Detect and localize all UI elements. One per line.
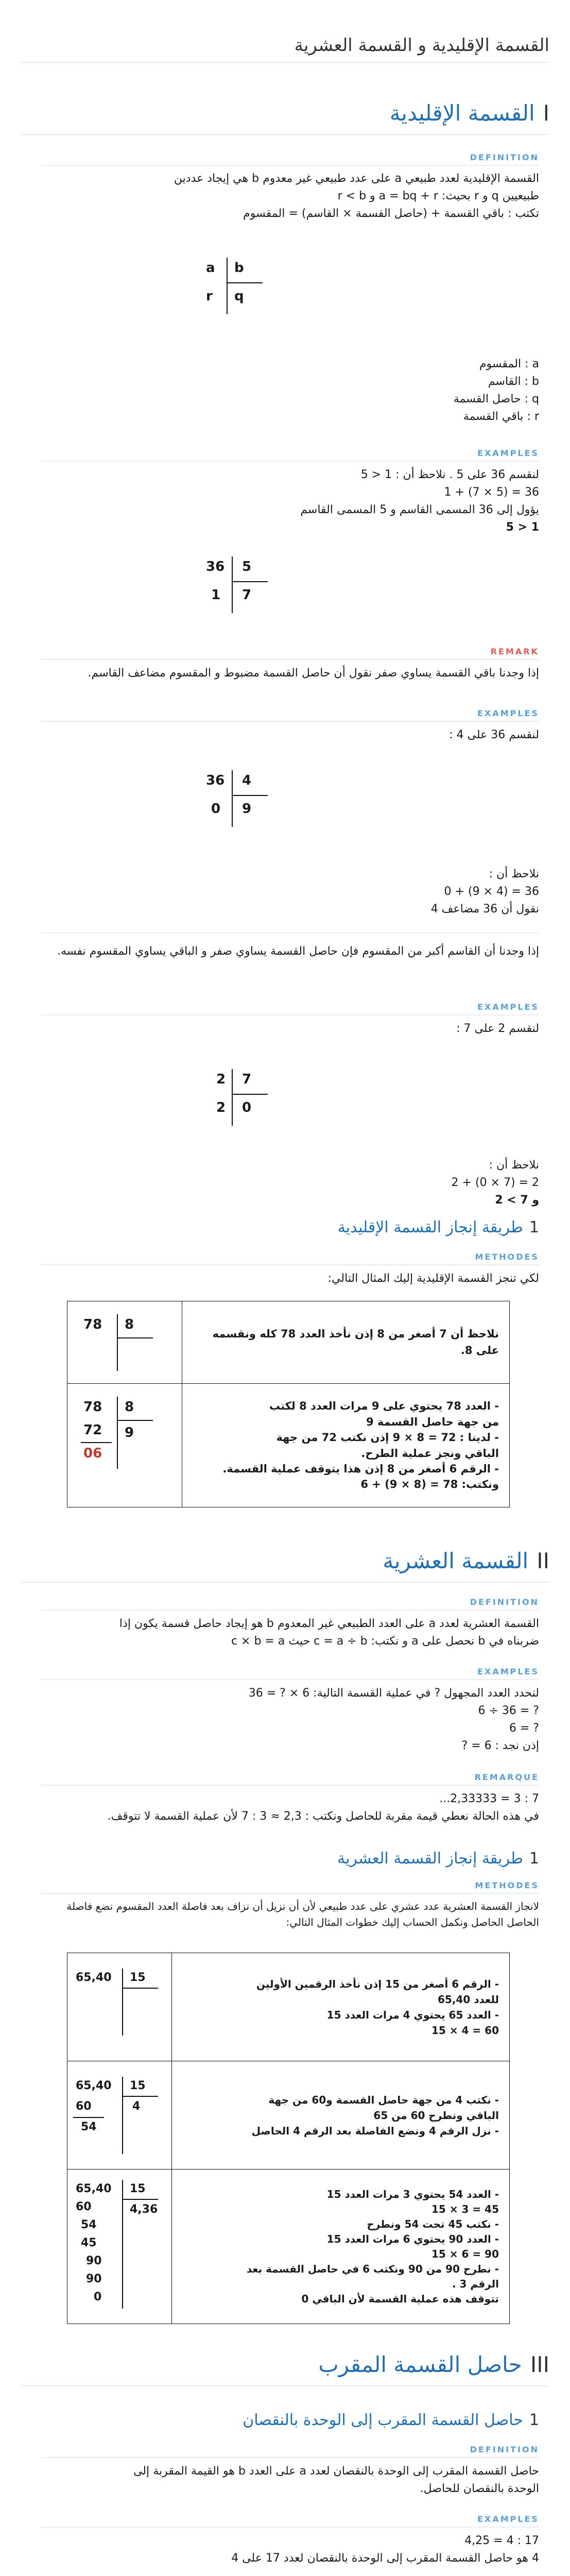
examples-tag: EXAMPLES <box>477 2514 539 2524</box>
definition-text: القسمة الإقليدية لعدد طبيعي a على عدد طبيعي غير معدوم b هي إيجاد عددين طبيعيين q و r بحيث: a = bq + r و r < b تكتب : باقي القسمة + (حاصل القسمة × القاسم) = المقسوم <box>174 172 539 221</box>
definition-text: القسمة العشرية لعدد a على العدد الطبيعي غير المعدوم b هو إيجاد حاصل قسمة يكون إذا ضربناه في b نحصل على a و نكتب: c = a ÷ b حيث c × b = a <box>119 1617 539 1648</box>
divider <box>21 134 549 135</box>
example-text: لنقسم 36 على 5 . نلاحظ أن : 1 < 5 36 = (5 × 7) + 1 يؤول إلى 36 المسمى القاسم و 5 المسمى القاسم 1 < 5 <box>300 468 539 534</box>
methods-tag: METHODES <box>475 1880 539 1890</box>
divider <box>41 659 539 660</box>
subsection-heading: 1طريقة إنجاز القسمة العشرية <box>337 1850 539 1868</box>
example-text: لنحدد العدد المجهول ? في عملية القسمة التالية: 6 × ? = 36 ? = 36 ÷ 6 ? = 6 إذن نجد : 6 = ? <box>248 1687 539 1753</box>
subsection-heading: 1طريقة إنجاز القسمة الإقليدية <box>337 1218 539 1236</box>
divider <box>21 1582 549 1583</box>
divider <box>41 461 539 462</box>
examples-tag: EXAMPLES <box>477 448 539 458</box>
division-figure: 78 8 <box>68 1304 181 1381</box>
definition-tag: DEFINITION <box>470 2445 539 2454</box>
method-table <box>67 1301 510 1507</box>
remark-tag: REMARQUE <box>474 1772 539 1782</box>
divider <box>41 1014 539 1015</box>
remark-tag: REMARK <box>490 647 539 656</box>
methods-tag: METHODES <box>475 1252 539 1262</box>
divider <box>41 1893 539 1894</box>
example-text: لنقسم 36 على 4 : <box>449 728 539 741</box>
divider <box>41 1785 539 1786</box>
definition-text: حاصل القسمة المقرب إلى الوحدة بالنقصان لعدد a على العدد b هو القيمة المقربة إلى الوحدة بالنقصان للحاصل. <box>133 2465 539 2496</box>
example-text: نلاحظ أن : 2 = (7 × 0) + 2 و 7 > 2 <box>451 1159 539 1207</box>
divider <box>21 2385 549 2386</box>
methods-intro: لانجاز القسمة العشرية عدد عشري على عدد طبيعي لأن أن نزيل أن نزاف بعد فاصلة العدد المقسوم نضع فاصلة الحاصل الحاصل ونكمل الحساب إليك خطوات المثال التالي: <box>66 1900 539 1928</box>
subsection-heading: 1حاصل القسمة المقرب إلى الوحدة بالنقصان <box>243 2411 539 2429</box>
page: القسمة الإقليدية و القسمة العشرية Iالقسمة الإقليدية DEFINITION القسمة الإقليدية لعدد طبيعي a على عدد طبيعي غير معدوم b هي إيجاد عددين طبيعيين q و r بحيث: a = bq + r و r < b تكتب : باقي القسمة + (حاصل القسمة × القاسم) = المقسوم a b r q a : المقسوم b : القاسم q : حاصل القسمة r : باقي القسمة EXAMPLES لنقسم 36 على 5 . نلاحظ أن : 1 < 5 36 = (5 × 7) + 1 يؤول إلى 36 المسمى القاسم و 5 المسمى القاسم 1 < 5 36 5 1 7 REMARK إذا وجدنا باقي القسمة يساوي صفر نقول أن حاصل القسمة مضبوط و المقسوم مضاعف القاسم. EXAMPLES لنقسم 36 على 4 : 36 4 0 9 نلاحظ أن : 36 = (4 × 9) + 0 نقول أن 36 مضاعف 4 إذا وجدنا أن القاسم أكبر من المقسوم فإن حاصل القسمة يساوي صفر و الباقي يساوي المقسوم نفسه. EXAMPLES لنقسم 2 على 7 : 2 7 2 0 نلاحظ أن : 2 = (7 × 0) + 2 و 7 > 2 1طريقة إنجاز القسمة الإقليدية METHODES لكي تنجز القسمة الإقليدية إليك المثال التالي: 78 8 نلاحظ أن 7 أصغر من 8 إذن نأخذ العدد 78 كله ونقسمه على 8. 78 8 72 06 9 - العدد 78 يحتوي على 9 مرات العدد 8 لكتب من جهة حاصل القسمة 9 - لدينا : 72 = 8 × 9 إذن نكتب 72 من جهة الباقي ونجز عملية الطرح. - الرقم 6 أصغر من 8 إذن هذا يتوقف عملية القسمة. ونكتب: 78 = (8 × 9) + 6 IIالقسمة العشرية DEFINITION القسمة العشرية لعدد a على العدد الطبيعي غير المعدوم b هو إيجاد حاصل قسمة يكون إذا ضربناه في b نحصل على a و نكتب: c = a ÷ b حيث c × b = a EXAMPLES لنحدد العدد المجهول ? في عملية القسمة التالية: 6 × ? = 36 ? = 36 ÷ 6 ? = 6 إذن نجد : 6 = ? REMARQUE 7 : 3 = 2,33333... في هذه الحالة نعطي قيمة مقربة للحاصل ونكتب : 2,3 ≈ 3 : 7 لأن عملية القسمة لا تتوقف. 1طريقة إنجاز القسمة العشرية METHODES لانجاز القسمة العشرية عدد عشري على عدد طبيعي لأن أن نزيل أن نزاف بعد فاصلة العدد المقسوم نضع فاصلة الحاصل الحاصل ونكمل الحساب إليك خطوات المثال التالي: 65,40 15 - الرقم 6 أصغر من 15 إذن نأخذ الرقمين الأولين للعدد 65,40 - العدد 65 يحتوي 4 مرات العدد 15 60 = 4 × 15 65,40 15 60 54 4 - نكتب 4 من جهة حاصل القسمة و60 من جهة الباقي ونطرح 60 من 65 - نزل الرقم 4 ونضع الفاصلة بعد الرقم 4 الحاصل 65,40 15 60 54 45 90 90 0 4,36 - العدد 54 يحتوي 3 مرات العدد 15 45 = 3 × 15 - نكتب 45 تحت 54 ونطرح - العدد 90 يحتوي 6 مرات العدد 15 90 = 6 × 15 - نطرح 90 من 90 ونكتب 6 في حاصل القسمة بعد الرقم 3 . تتوقف هذه عملية القسمة لأن الباقي 0 IIIحاصل القسمة المقرب 1حاصل القسمة المقرب إلى الوحدة بالنقصان DEFINITION حاصل القسمة المقرب إلى الوحدة بالنقصان لعدد a على العدد b هو القيمة المقربة إلى الوحدة بالنقصان للحاصل. EXAMPLES 17 : 4 = 4,25 4 هو حاصل القسمة المقرب إلى الوحدة بالنقصان لعدد 17 على 4 <box>0 0 570 2576</box>
division-figure: 65,40 15 60 54 4 <box>68 2064 171 2167</box>
examples-tag: EXAMPLES <box>477 1002 539 1012</box>
legend: a : المقسوم b : القاسم q : حاصل القسمة r : باقي القسمة <box>453 358 539 423</box>
example-text: نلاحظ أن : 36 = (4 × 9) + 0 نقول أن 36 مضاعف 4 <box>430 868 539 916</box>
divider <box>41 933 539 934</box>
examples-tag: EXAMPLES <box>477 1667 539 1676</box>
page-header <box>21 31 549 63</box>
division-figure: 78 8 72 06 9 <box>68 1386 181 1505</box>
divider <box>41 1264 539 1265</box>
divider <box>41 1609 539 1611</box>
methods-intro: لكي تنجز القسمة الإقليدية إليك المثال التالي: <box>327 1272 539 1285</box>
divider <box>41 165 539 166</box>
table-row: 78 8 72 06 9 - العدد 78 يحتوي على 9 مرات العدد 8 لكتب من جهة حاصل القسمة 9 - لدينا : 72 = 8 × 9 إذن نكتب 72 من جهة الباقي ونجز عملية الطرح. - الرقم 6 أصغر من 8 إذن هذا يتوقف عملية القسمة. ونكتب: 78 = (8 × 9) + 6 <box>67 1384 510 1507</box>
remark-text: 7 : 3 = 2,33333... في هذه الحالة نعطي قيمة مقربة للحاصل ونكتب : 2,3 ≈ 3 : 7 لأن عملية القسمة لا تتوقف. <box>107 1792 539 1823</box>
division-figure: 65,40 15 <box>68 1956 171 2059</box>
table-row: 78 8 نلاحظ أن 7 أصغر من 8 إذن نأخذ العدد 78 كله ونقسمه على 8. <box>67 1301 510 1384</box>
divider <box>41 2527 539 2528</box>
example-text: لنقسم 2 على 7 : <box>456 1022 539 1035</box>
section-1-heading: Iالقسمة الإقليدية <box>389 100 549 126</box>
table-row: 65,40 15 60 54 45 90 90 0 4,36 - العدد 54 يحتوي 3 مرات العدد 15 45 = 3 × 15 - نكتب 45 تحت 54 ونطرح - العدد 90 يحتوي 6 مرات العدد 15 90 = 6 × 15 - نطرح 90 من 90 ونكتب 6 في حاصل القسمة بعد الرقم 3 . تتوقف هذه عملية القسمة لأن الباقي 0 <box>67 2170 510 2324</box>
table-row: 65,40 15 60 54 4 - نكتب 4 من جهة حاصل القسمة و60 من جهة الباقي ونطرح 60 من 65 - نزل الرقم 4 ونضع الفاصلة بعد الرقم 4 الحاصل <box>67 2061 510 2170</box>
section-2-heading: IIالقسمة العشرية <box>383 1548 549 1573</box>
example-text: 17 : 4 = 4,25 4 هو حاصل القسمة المقرب إلى الوحدة بالنقصان لعدد 17 على 4 <box>231 2534 539 2565</box>
examples-tag: EXAMPLES <box>477 708 539 718</box>
divider <box>41 2457 539 2458</box>
divider <box>41 1679 539 1680</box>
division-figure: 65,40 15 60 54 45 90 90 0 4,36 <box>68 2172 171 2321</box>
divider <box>41 721 539 722</box>
definition-tag: DEFINITION <box>470 1597 539 1607</box>
table-row: 65,40 15 - الرقم 6 أصغر من 15 إذن نأخذ الرقمين الأولين للعدد 65,40 - العدد 65 يحتوي 4 مرات العدد 15 60 = 4 × 15 <box>67 1953 510 2061</box>
method-table <box>67 1953 510 2324</box>
remark-text: إذا وجدنا باقي القسمة يساوي صفر نقول أن حاصل القسمة مضبوط و المقسوم مضاعف القاسم. <box>88 667 539 680</box>
remark-text: إذا وجدنا أن القاسم أكبر من المقسوم فإن حاصل القسمة يساوي صفر و الباقي يساوي المقسوم نفسه. <box>57 945 539 958</box>
section-3-heading: IIIحاصل القسمة المقرب <box>318 2352 549 2377</box>
page-title: القسمة الإقليدية و القسمة العشرية <box>294 35 549 56</box>
definition-tag: DEFINITION <box>470 152 539 162</box>
